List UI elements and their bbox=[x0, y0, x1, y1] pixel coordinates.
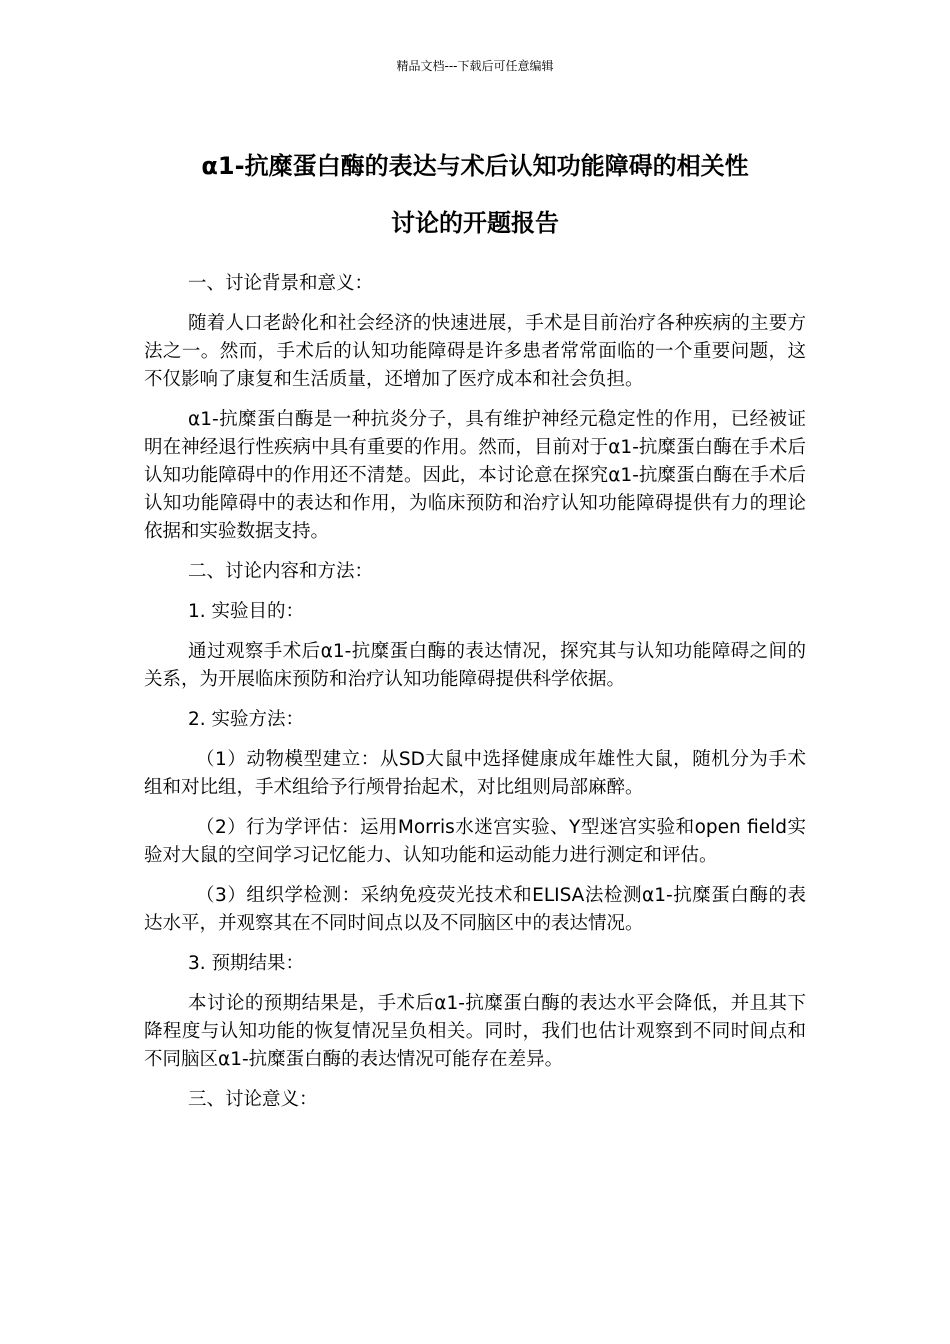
paragraph: 通过观察手术后α1-抗糜蛋白酶的表达情况，探究其与认知功能障碍之间的关系，为开展临床预防和治疗认知功能障碍提供科学依据。 bbox=[144, 641, 806, 690]
paragraph: 随着人口老龄化和社会经济的快速进展，手术是目前治疗各种疾病的主要方法之一。然而，手术后的认知功能障碍是许多患者常常面临的一个重要问题，这不仅影响了康复和生活质量，还增加了医疗成本和社会负担。 bbox=[144, 313, 806, 390]
section-heading: 三、讨论意义： bbox=[188, 1089, 318, 1110]
paragraph: α1-抗糜蛋白酶是一种抗炎分子，具有维护神经元稳定性的作用，已经被证明在神经退行性疾病中具有重要的作用。然而，目前对于α1-抗糜蛋白酶在手术后认知功能障碍中的作用还不清楚。因此，本讨论意在探究α1-抗糜蛋白酶在手术后认知功能障碍中的表达和作用，为临床预防和治疗认知功能障碍提供有力的理论依据和实验数据支持。 bbox=[144, 409, 806, 542]
title-line-2: 讨论的开题报告 bbox=[391, 209, 559, 237]
method-item: （3）组织学检测：采纳免疫荧光技术和ELISA法检测α1-抗糜蛋白酶的表达水平，并观察其在不同时间点以及不同脑区中的表达情况。 bbox=[144, 885, 806, 934]
method-item: （2）行为学评估：运用Morris水迷宫实验、Y型迷宫实验和open field实验对大鼠的空间学习记忆能力、认知功能和运动能力进行测定和评估。 bbox=[144, 817, 806, 866]
subsection-heading: 1. 实验目的： bbox=[188, 601, 305, 622]
header-note: 精品文档---下载后可任意编辑 bbox=[396, 59, 554, 73]
section-heading: 一、讨论背景和意义： bbox=[188, 273, 374, 294]
document-title bbox=[100, 138, 850, 252]
method-item: （1）动物模型建立：从SD大鼠中选择健康成年雄性大鼠，随机分为手术组和对比组，手术组给予行颅骨抬起术，对比组则局部麻醉。 bbox=[144, 749, 806, 798]
section-heading: 二、讨论内容和方法： bbox=[188, 561, 374, 582]
subsection-heading: 3. 预期结果： bbox=[188, 953, 305, 974]
subsection-heading: 2. 实验方法： bbox=[188, 709, 305, 730]
document-body bbox=[144, 270, 806, 1126]
title-line-1: α1-抗糜蛋白酶的表达与术后认知功能障碍的相关性 bbox=[201, 152, 749, 180]
paragraph: 本讨论的预期结果是，手术后α1-抗糜蛋白酶的表达水平会降低，并且其下降程度与认知功能的恢复情况呈负相关。同时，我们也估计观察到不同时间点和不同脑区α1-抗糜蛋白酶的表达情况可能存在差异。 bbox=[144, 993, 806, 1070]
